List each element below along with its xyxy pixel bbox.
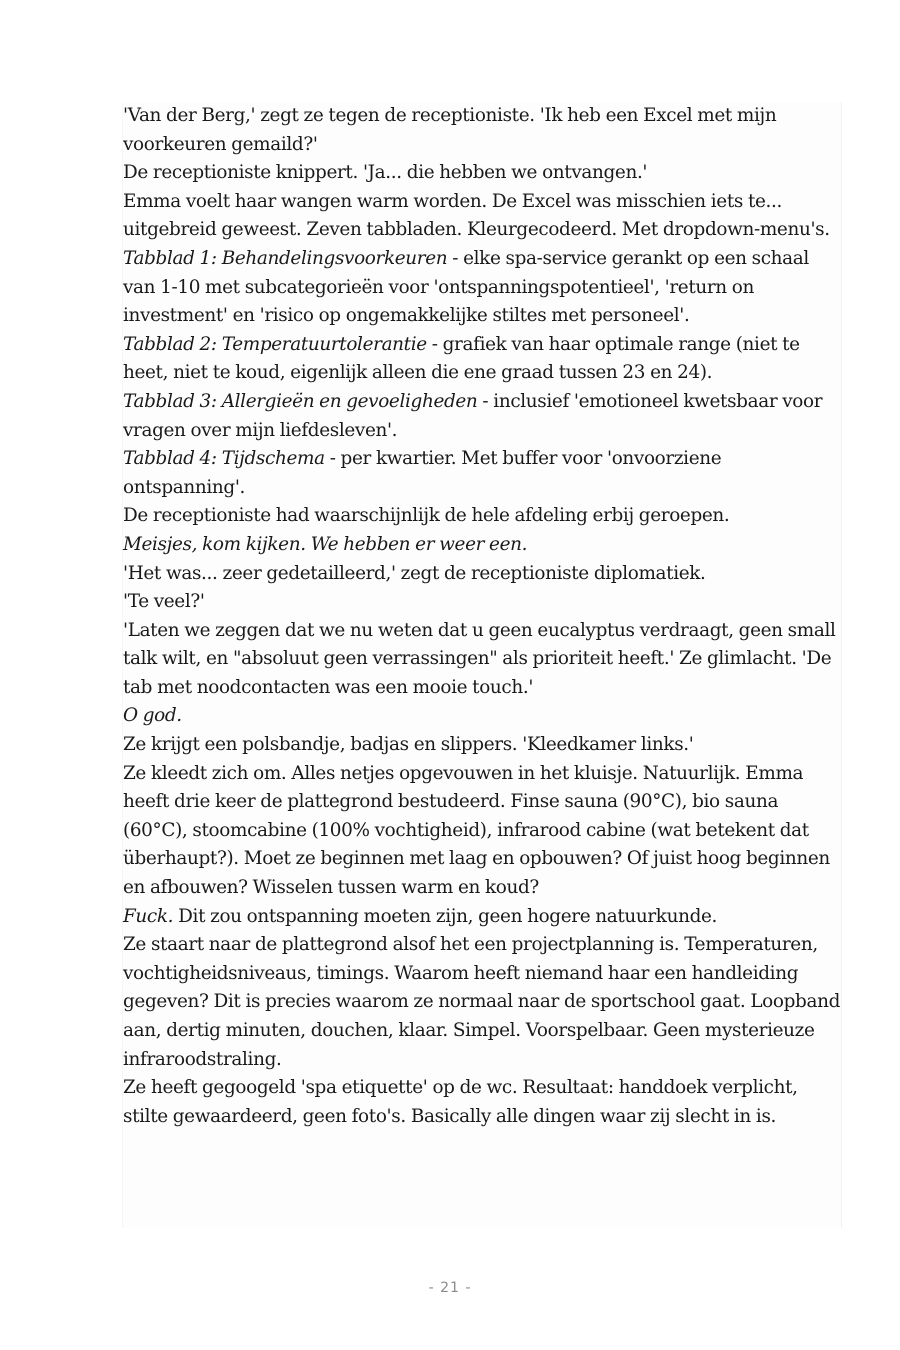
paragraph [123, 445, 841, 502]
paragraph [123, 731, 841, 760]
text-run: - grafiek van haar optimale range (niet te heet, niet te koud, eigenlijk alleen die ene graad tussen 23 en 24). [123, 333, 800, 384]
text-run: Ze heeft gegoogeld 'spa etiquette' op de wc. Resultaat: handdoek verplicht, stilte gewaardeerd, geen foto's. Basically alle dingen waar zij slecht in is. [123, 1077, 798, 1127]
paragraph [123, 931, 841, 1074]
body-text [123, 102, 841, 1131]
italic-text: Tabblad 1: Behandelingsvoorkeuren [123, 247, 448, 269]
italic-text: Tabblad 3: Allergieën en gevoeligheden [123, 390, 478, 412]
text-run: Ze kleedt zich om. Alles netjes opgevouwen in het kluisje. Natuurlijk. Emma heeft drie keer de plattegrond bestudeerd. Finse sauna (90°C), bio sauna (60°C), stoomcabine (100% vochtigheid), infrarood cabine (wat betekent dat überhaupt?). Moet ze beginnen met laag en opbouwen? Of juist hoog beginnen en afbouwen? Wisselen tussen warm en koud? [123, 762, 830, 899]
paragraph [123, 531, 841, 560]
paragraph [123, 1074, 841, 1131]
italic-text: O god. [123, 705, 182, 727]
text-run: - elke spa-service gerankt op een schaal van 1-10 met subcategorieën voor 'ontspanningspotentieel', 'return on investment' en 'risico op ongemakkelijke stiltes met personeel'. [123, 247, 809, 327]
paragraph [123, 159, 841, 188]
page-number: - 21 - [428, 1280, 472, 1296]
text-run: - per kwartier. Met buffer voor 'onvoorziene ontspanning'. [123, 448, 722, 498]
paragraph [123, 331, 841, 388]
italic-text: Tabblad 2: Temperatuurtolerantie [123, 333, 427, 355]
text-run: De receptioniste had waarschijnlijk de hele afdeling erbij geroepen. [123, 505, 730, 527]
italic-text: Meisjes, kom kijken. We hebben er weer een. [123, 533, 528, 555]
paragraph [123, 388, 841, 445]
paragraph [123, 102, 841, 159]
text-run: 'Van der Berg,' zegt ze tegen de receptioniste. 'Ik heb een Excel met mijn voorkeuren gemaild?' [123, 105, 777, 155]
italic-text: Fuck. [123, 905, 174, 927]
text-run: De receptioniste knippert. 'Ja... die hebben we ontvangen.' [123, 162, 648, 184]
text-run: Ze krijgt een polsbandje, badjas en slippers. 'Kleedkamer links.' [123, 734, 694, 756]
text-column [122, 102, 842, 1228]
paragraph [123, 560, 841, 589]
paragraph [123, 245, 841, 331]
text-run: 'Het was... zeer gedetailleerd,' zegt de receptioniste diplomatiek. [123, 562, 706, 584]
text-run: Ze staart naar de plattegrond alsof het een projectplanning is. Temperaturen, vochtigheidsniveaus, timings. Waarom heeft niemand haar een handleiding gegeven? Dit is precies waarom ze normaal naar de sportschool gaat. Loopband aan, dertig minuten, douchen, klaar. Simpel. Voorspelbaar. Geen mysterieuze infraroodstraling. [123, 934, 840, 1070]
text-run: - inclusief 'emotioneel kwetsbaar voor vragen over mijn liefdesleven'. [123, 390, 823, 441]
paragraph [123, 903, 841, 932]
paragraph [123, 760, 841, 903]
paragraph [123, 588, 841, 617]
text-run: Emma voelt haar wangen warm worden. De Excel was misschien iets te... uitgebreid geweest. Zeven tabbladen. Kleurgecodeerd. Met dropdown-menu's. [123, 190, 830, 241]
paragraph [123, 617, 841, 703]
text-run: Dit zou ontspanning moeten zijn, geen hogere natuurkunde. [173, 905, 718, 927]
text-run: 'Laten we zeggen dat we nu weten dat u geen eucalyptus verdraagt, geen small talk wilt, en "absoluut geen verrassingen" als prioriteit heeft.' Ze glimlacht. 'De tab met noodcontacten was een mooie touch.' [123, 619, 836, 698]
paragraph [123, 502, 841, 531]
italic-text: Tabblad 4: Tijdschema [123, 448, 325, 470]
paragraph [123, 188, 841, 245]
paragraph [123, 702, 841, 731]
text-run: 'Te veel?' [123, 591, 205, 613]
